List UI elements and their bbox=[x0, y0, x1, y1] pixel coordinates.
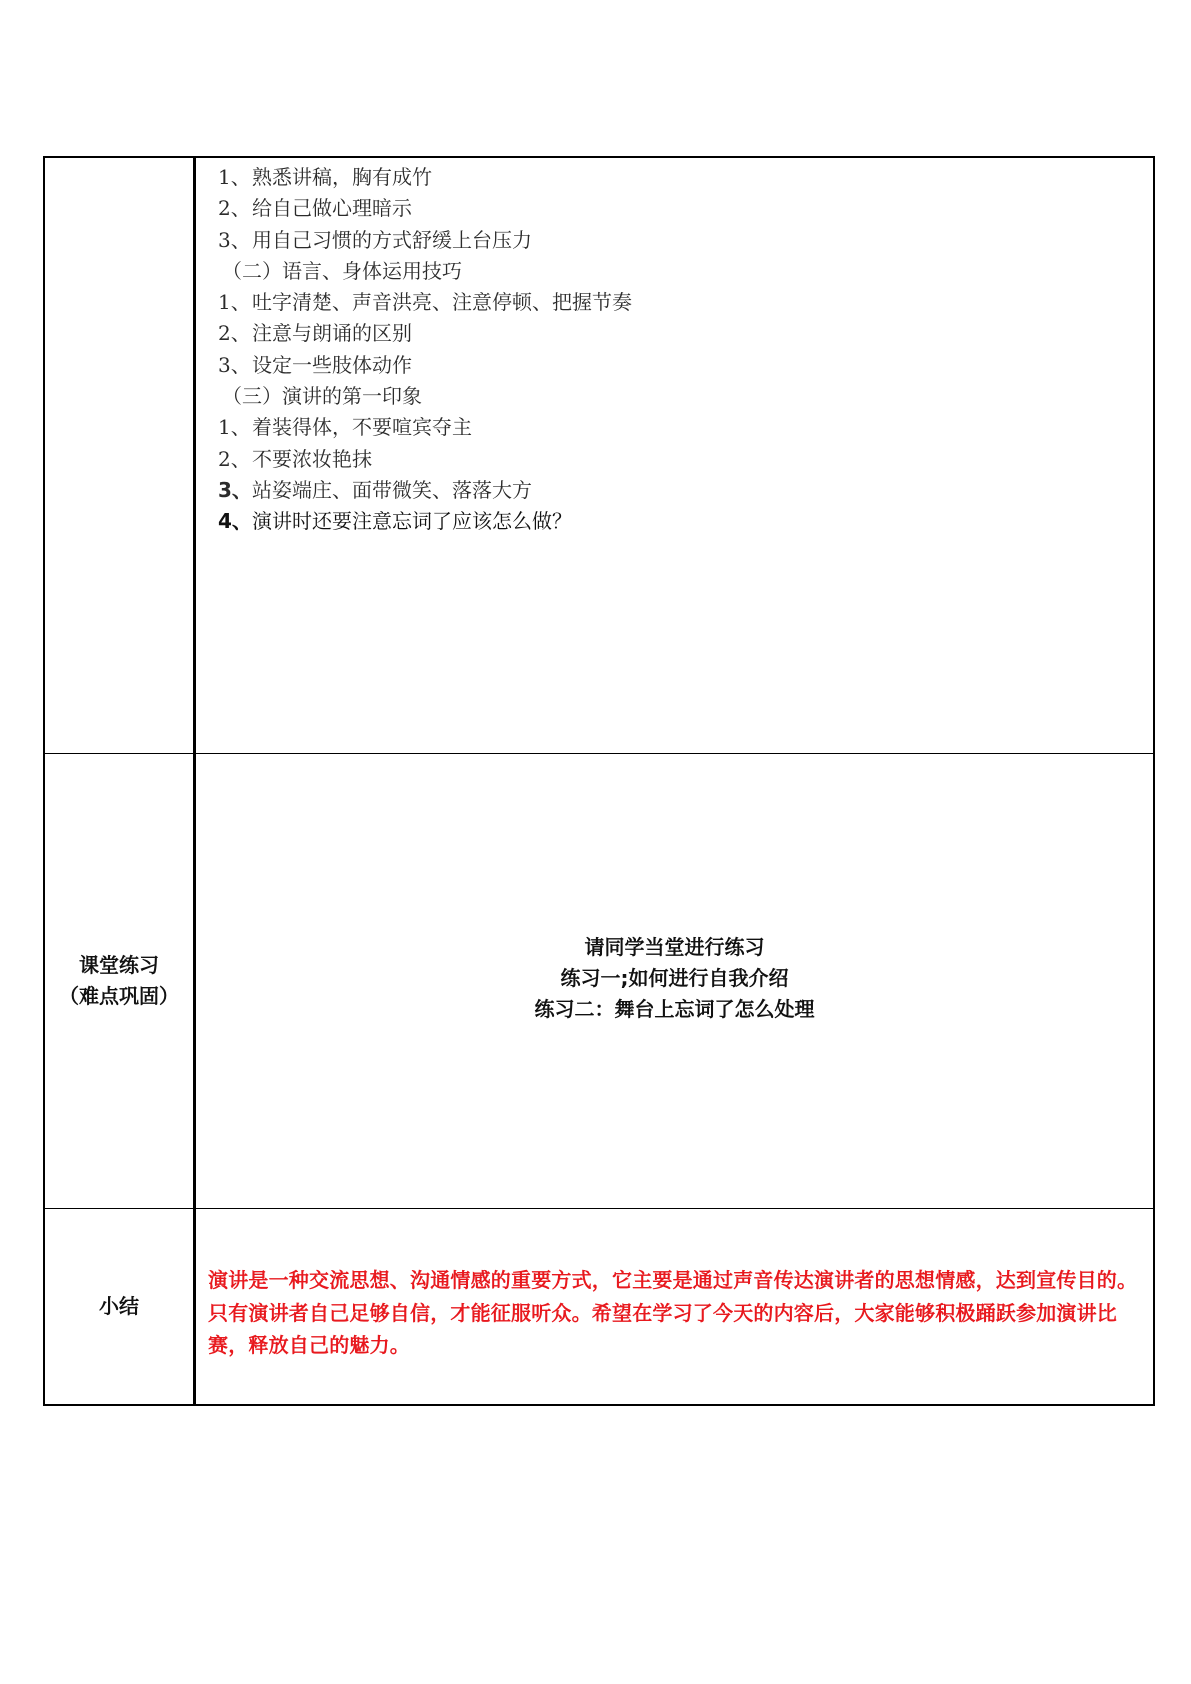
lesson-plan-table bbox=[43, 156, 1155, 1406]
item-number: 1、 bbox=[218, 165, 251, 189]
item-text: 站姿端庄、面带微笑、落落大方 bbox=[252, 477, 532, 502]
practice-line: 练习一;如何进行自我介绍 bbox=[560, 966, 789, 990]
table-row-techniques bbox=[45, 158, 1153, 754]
list-item bbox=[218, 193, 632, 224]
item-number: 1、 bbox=[218, 415, 251, 440]
list-item bbox=[218, 318, 632, 349]
row-label-cell bbox=[45, 1209, 196, 1404]
row-label-cell bbox=[45, 754, 196, 1208]
item-number: 2、 bbox=[218, 321, 251, 346]
list-item bbox=[218, 412, 632, 443]
item-text: 给自己做心理暗示 bbox=[252, 196, 412, 221]
table-row-summary bbox=[45, 1209, 1153, 1404]
practice-sublabel: （难点巩固） bbox=[59, 984, 179, 1008]
practice-cell bbox=[196, 754, 1153, 1208]
list-item bbox=[218, 444, 632, 475]
item-text: 设定一些肢体动作 bbox=[252, 352, 412, 377]
section-text: 语言、身体运用技巧 bbox=[282, 258, 462, 283]
item-number: 1、 bbox=[218, 290, 251, 315]
summary-cell bbox=[196, 1209, 1153, 1404]
item-number: 2、 bbox=[218, 196, 251, 221]
section-number: （三） bbox=[222, 384, 282, 409]
table-row-practice bbox=[45, 754, 1153, 1209]
list-item-question bbox=[218, 506, 632, 537]
list-item bbox=[218, 225, 632, 256]
list-item bbox=[218, 350, 632, 381]
item-text: 吐字清楚、声音洪亮、注意停顿、把握节奏 bbox=[252, 290, 632, 315]
item-number: 2、 bbox=[218, 446, 251, 471]
item-text: 注意与朗诵的区别 bbox=[252, 321, 412, 346]
item-number: 4、 bbox=[218, 509, 252, 534]
item-number: 3、 bbox=[218, 227, 251, 252]
practice-text bbox=[196, 932, 1153, 1025]
item-text: 不要浓妆艳抹 bbox=[252, 446, 372, 471]
item-text: 用自己习惯的方式舒缓上台压力 bbox=[252, 227, 532, 252]
techniques-list bbox=[218, 162, 632, 538]
item-number: 3、 bbox=[218, 352, 251, 377]
item-text: 熟悉讲稿，胸有成竹 bbox=[252, 165, 432, 189]
item-text: 演讲时还要注意忘词了应该怎么做？ bbox=[252, 509, 572, 534]
practice-line: 请同学当堂进行练习 bbox=[584, 935, 765, 959]
summary-text: 演讲是一种交流思想、沟通情感的重要方式，它主要是通过声音传达演讲者的思想情感，达到宣传目的。只有演讲者自己足够自信，才能征服听众。希望在学习了今天的内容后，大家能够积极踊跃参加演讲比赛，释放自己的魅力。 bbox=[208, 1268, 1138, 1357]
list-item bbox=[218, 162, 632, 193]
section-heading bbox=[218, 381, 632, 412]
techniques-cell bbox=[196, 158, 1153, 753]
practice-label: 课堂练习 bbox=[79, 953, 159, 977]
practice-line: 练习二：舞台上忘词了怎么处理 bbox=[534, 997, 815, 1021]
list-item bbox=[218, 287, 632, 318]
section-text: 演讲的第一印象 bbox=[282, 384, 422, 409]
item-text: 着装得体，不要喧宾夺主 bbox=[252, 415, 472, 440]
list-item bbox=[218, 475, 632, 506]
section-heading bbox=[218, 256, 632, 287]
section-number: （二） bbox=[222, 258, 282, 283]
row-label-cell bbox=[45, 158, 196, 753]
summary-label: 小结 bbox=[99, 1294, 139, 1318]
item-number: 3、 bbox=[218, 477, 252, 502]
